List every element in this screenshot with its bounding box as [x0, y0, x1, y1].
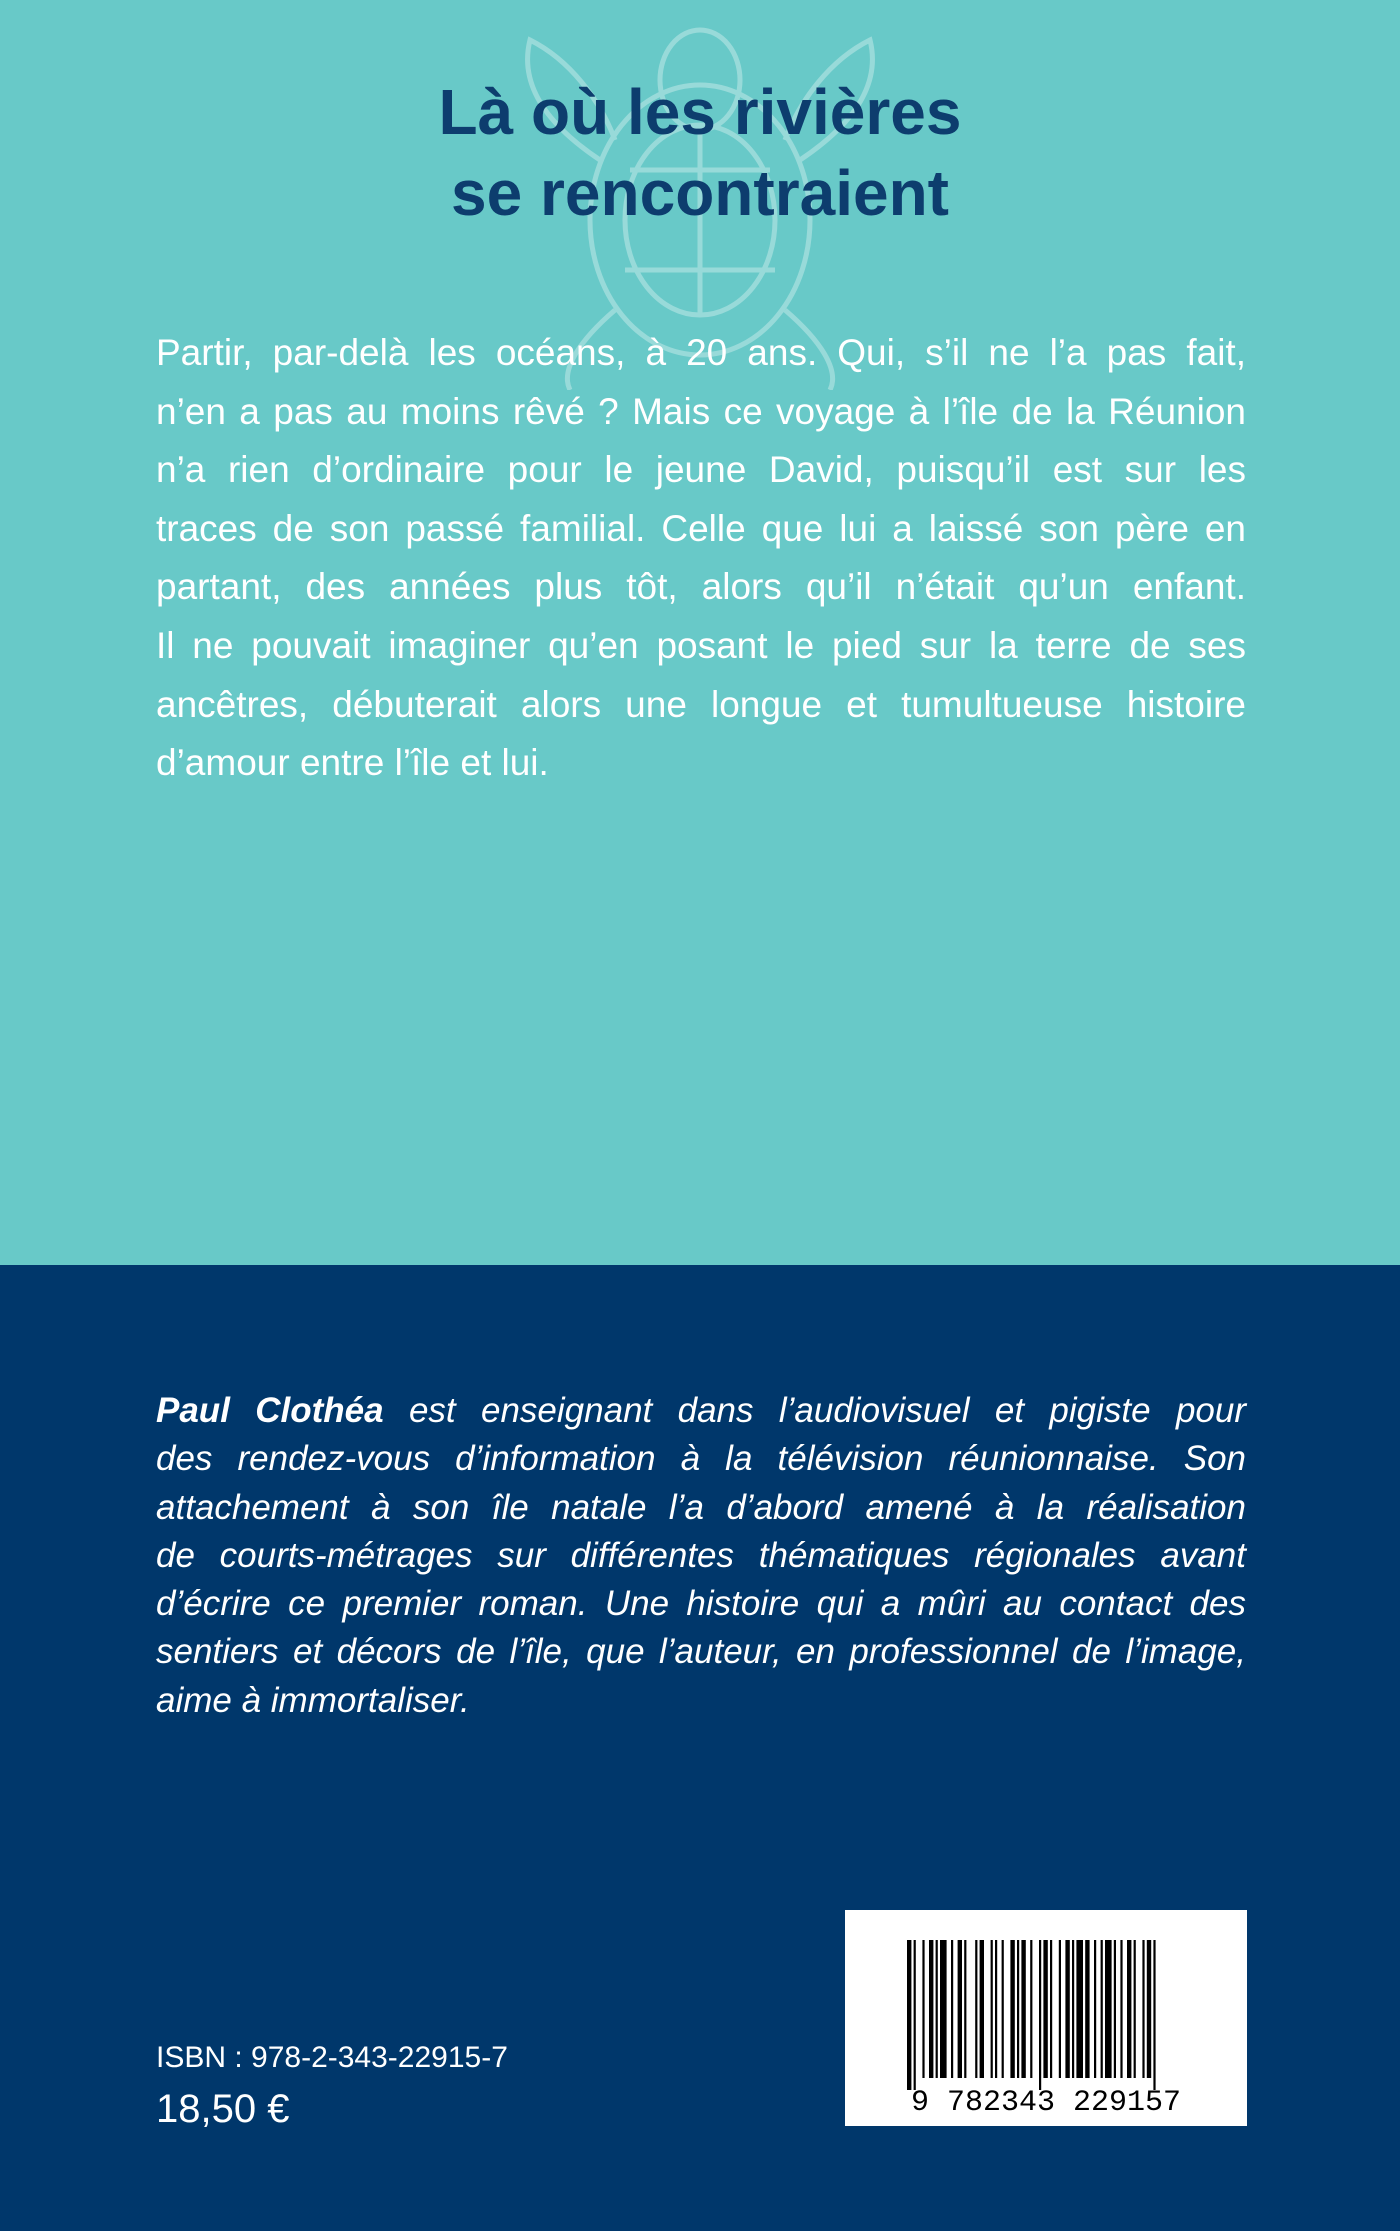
barcode-bar — [1085, 1940, 1089, 2078]
barcode-bar — [1021, 1940, 1025, 2078]
barcode-bar — [922, 1940, 924, 2078]
barcode-bar — [914, 1940, 916, 2090]
barcode-bar — [1039, 1940, 1041, 2090]
barcode-bar — [1134, 1940, 1136, 2078]
barcode-number: 9 782343 229157 — [910, 2086, 1182, 2120]
barcode-bar — [951, 1940, 953, 2078]
bio-line: des rendez-vous d’information à la télévision réunionnaise. Son — [156, 1439, 1246, 1479]
barcode-bar — [1059, 1940, 1061, 2078]
barcode-bar — [980, 1940, 984, 2078]
blurb-line: ancêtres, débuterait alors une longue et tumultueuse histoire — [156, 683, 1246, 725]
title-line: se rencontraient — [451, 157, 949, 229]
blurb-line: traces de son passé familial. Celle que lui a laissé son père en — [156, 507, 1246, 549]
barcode-bar — [907, 1940, 911, 2090]
bio-line: attachement à son île natale l’a d’abord amené à la réalisation — [156, 1487, 1246, 1527]
bio-line: sentiers et décors de l’île, que l’auteur, en professionnel de l’image, — [156, 1632, 1246, 1672]
barcode-bar — [1072, 1940, 1074, 2078]
barcode-bar — [1050, 1940, 1052, 2078]
blurb-line: Partir, par-delà les océans, à 20 ans. Qui, s’il ne l’a pas fait, — [156, 332, 1246, 373]
barcode-bar — [1010, 1940, 1014, 2078]
barcode-bar — [1105, 1940, 1112, 2078]
book-title — [0, 72, 1400, 234]
barcode-bar — [1065, 1940, 1069, 2078]
barcode-bar — [940, 1940, 947, 2078]
bio-line: d’écrire ce premier roman. Une histoire qui a mûri au contact des — [156, 1584, 1246, 1624]
bio-line — [156, 1387, 1246, 1435]
blurb-line: n’en a pas au moins rêvé ? Mais ce voyage à l’île de la Réunion — [156, 390, 1246, 432]
barcode-bar — [929, 1940, 933, 2078]
blurb-text — [156, 324, 1246, 793]
author-bio — [156, 1387, 1246, 1725]
price: 18,50 € — [156, 2087, 290, 2131]
blurb-line: partant, des années plus tôt, alors qu’il n’était qu’un enfant. — [156, 566, 1246, 608]
barcode-bar — [964, 1940, 966, 2078]
barcode-bar — [1147, 1940, 1151, 2078]
barcode-bar — [1114, 1940, 1116, 2078]
bio-line: de courts-métrages sur différentes thématiques régionales avant — [156, 1535, 1246, 1575]
barcode-bar — [1017, 1940, 1019, 2078]
isbn: ISBN : 978-2-343-22915-7 — [156, 2041, 508, 2074]
barcode-bar — [1094, 1940, 1096, 2078]
author-name: Paul Clothéa — [156, 1391, 384, 1430]
blurb-line: Il ne pouvait imaginer qu’en posant le pied sur la terre de ses — [156, 624, 1246, 666]
barcode-bar — [1127, 1940, 1131, 2078]
barcode-bar — [1030, 1940, 1032, 2078]
blurb-line: n’a rien d’ordinaire pour le jeune David, puisqu’il est sur les — [156, 449, 1246, 491]
bio-line-rest: est enseignant dans l’audiovisuel et pigiste pour — [383, 1391, 1246, 1430]
barcode-bar — [975, 1940, 977, 2078]
bio-line: aime à immortaliser. — [156, 1680, 470, 1720]
barcode-bar — [1101, 1940, 1103, 2078]
blurb-line: d’amour entre l’île et lui. — [156, 742, 549, 784]
barcode-bar — [995, 1940, 997, 2078]
barcode — [845, 1910, 1247, 2126]
barcode-bar — [958, 1940, 962, 2078]
barcode-bar — [1043, 1940, 1047, 2078]
barcode-bar — [991, 1940, 993, 2078]
barcode-bar — [1076, 1940, 1083, 2078]
title-line: Là où les rivières — [438, 76, 962, 148]
barcode-bar — [936, 1940, 938, 2078]
barcode-bar — [1002, 1940, 1004, 2078]
barcode-bar — [1120, 1940, 1122, 2078]
barcode-bar — [1142, 1940, 1144, 2078]
barcode-icon — [845, 1910, 1247, 2126]
barcode-bar — [1153, 1940, 1155, 2090]
